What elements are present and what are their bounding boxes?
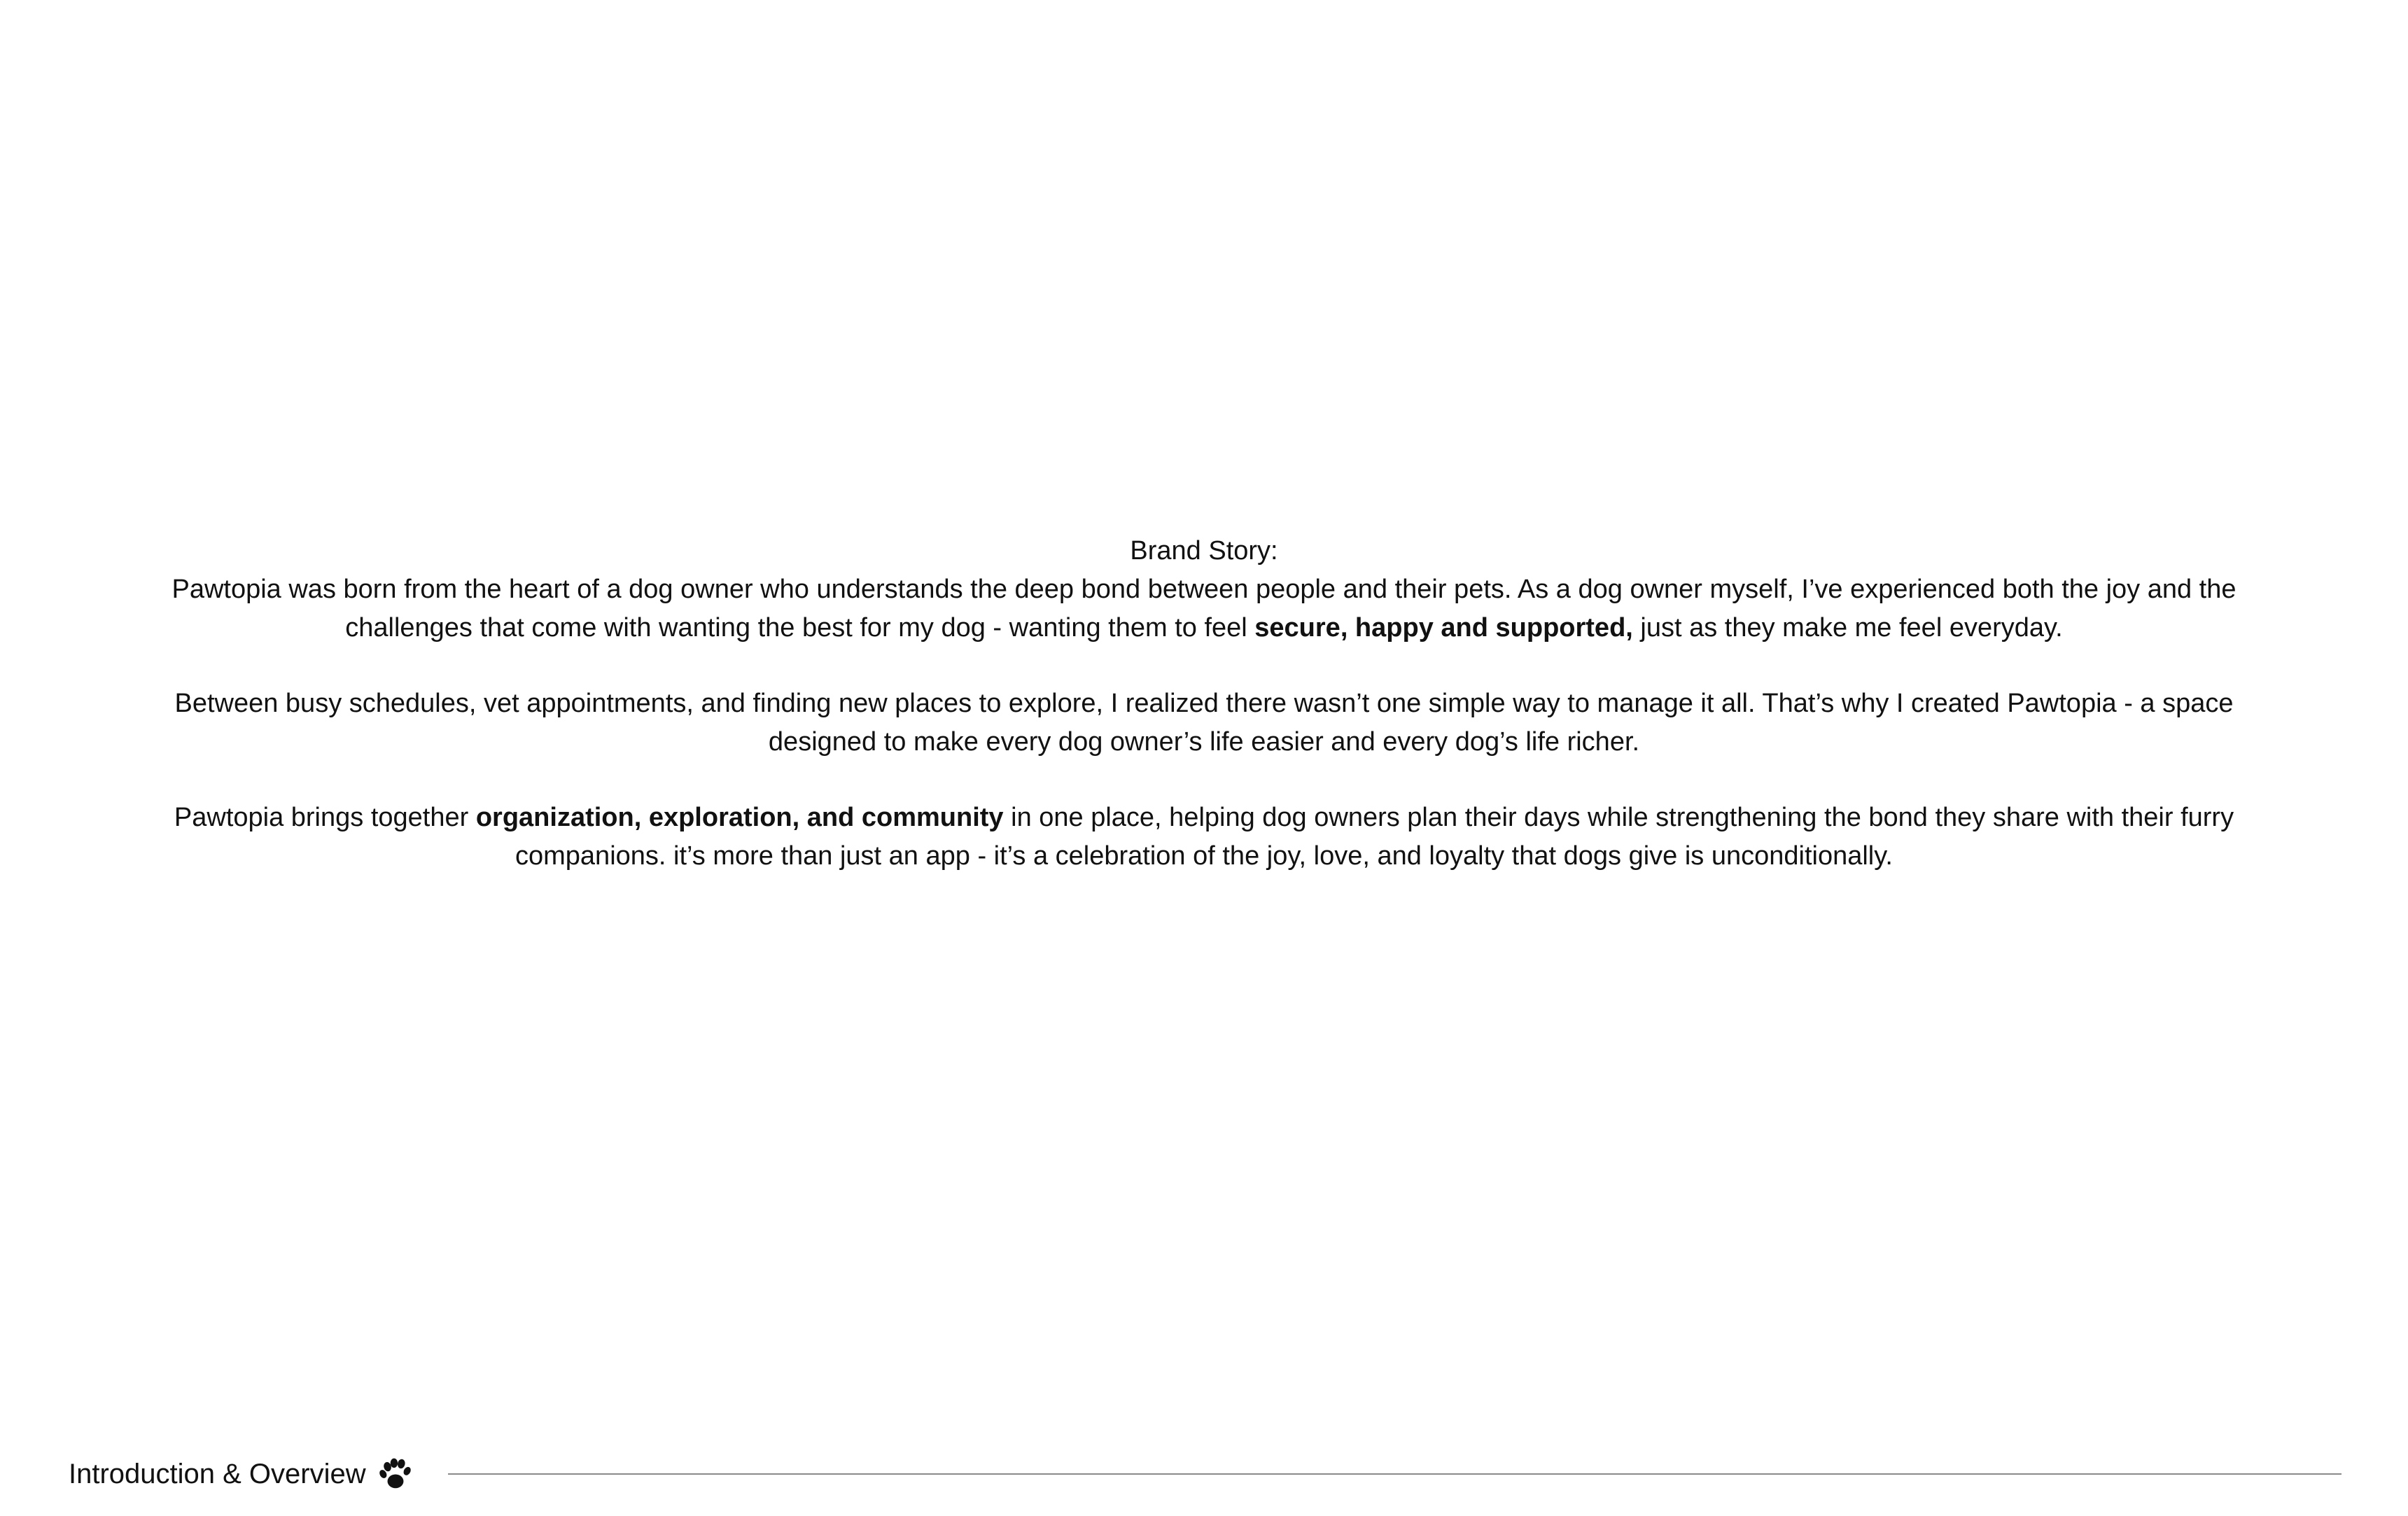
paragraph-spacer: [161, 647, 2247, 685]
paragraph-1-emphasis: secure, happy and supported,: [1254, 613, 1633, 643]
brand-story-paragraph-3: [161, 799, 2247, 876]
brand-story: [161, 532, 2247, 876]
paragraph-3-text-end: in one place, helping dog owners plan their days while strengthening the bond they share with their furry companions. it’s more than just an app - it’s a celebration of the joy, love, and loyalty that dogs give is unconditionally.: [515, 803, 2234, 871]
paragraph-1-text: Pawtopia was born from the heart of a dog owner who understands the deep bond between people and their pets. As a dog owner myself, I’ve experienced both the joy and the challenges that come with wanting the best for my dog - wanting them to feel: [172, 575, 2236, 643]
paragraph-3-text: Pawtopia brings together: [174, 803, 476, 832]
footer-divider: [448, 1473, 2342, 1475]
brand-story-paragraph-2: Between busy schedules, vet appointments, and finding new places to explore, I realized there wasn’t one simple way to manage it all. That’s why I created Pawtopia - a space designed to make every dog owner’s life easier and every dog’s life richer.: [174, 689, 2234, 757]
paragraph-1-text-end: just as they make me feel everyday.: [1632, 613, 2063, 643]
paw-print-icon: [377, 1456, 414, 1492]
section-title: Introduction & Overview: [69, 1458, 366, 1489]
page-footer: [69, 1454, 414, 1494]
paragraph-3-emphasis: organization, exploration, and community: [475, 803, 1004, 832]
brand-story-paragraph-1: [161, 570, 2247, 647]
brand-story-heading: Brand Story:: [1130, 536, 1278, 566]
paragraph-spacer: [161, 761, 2247, 799]
